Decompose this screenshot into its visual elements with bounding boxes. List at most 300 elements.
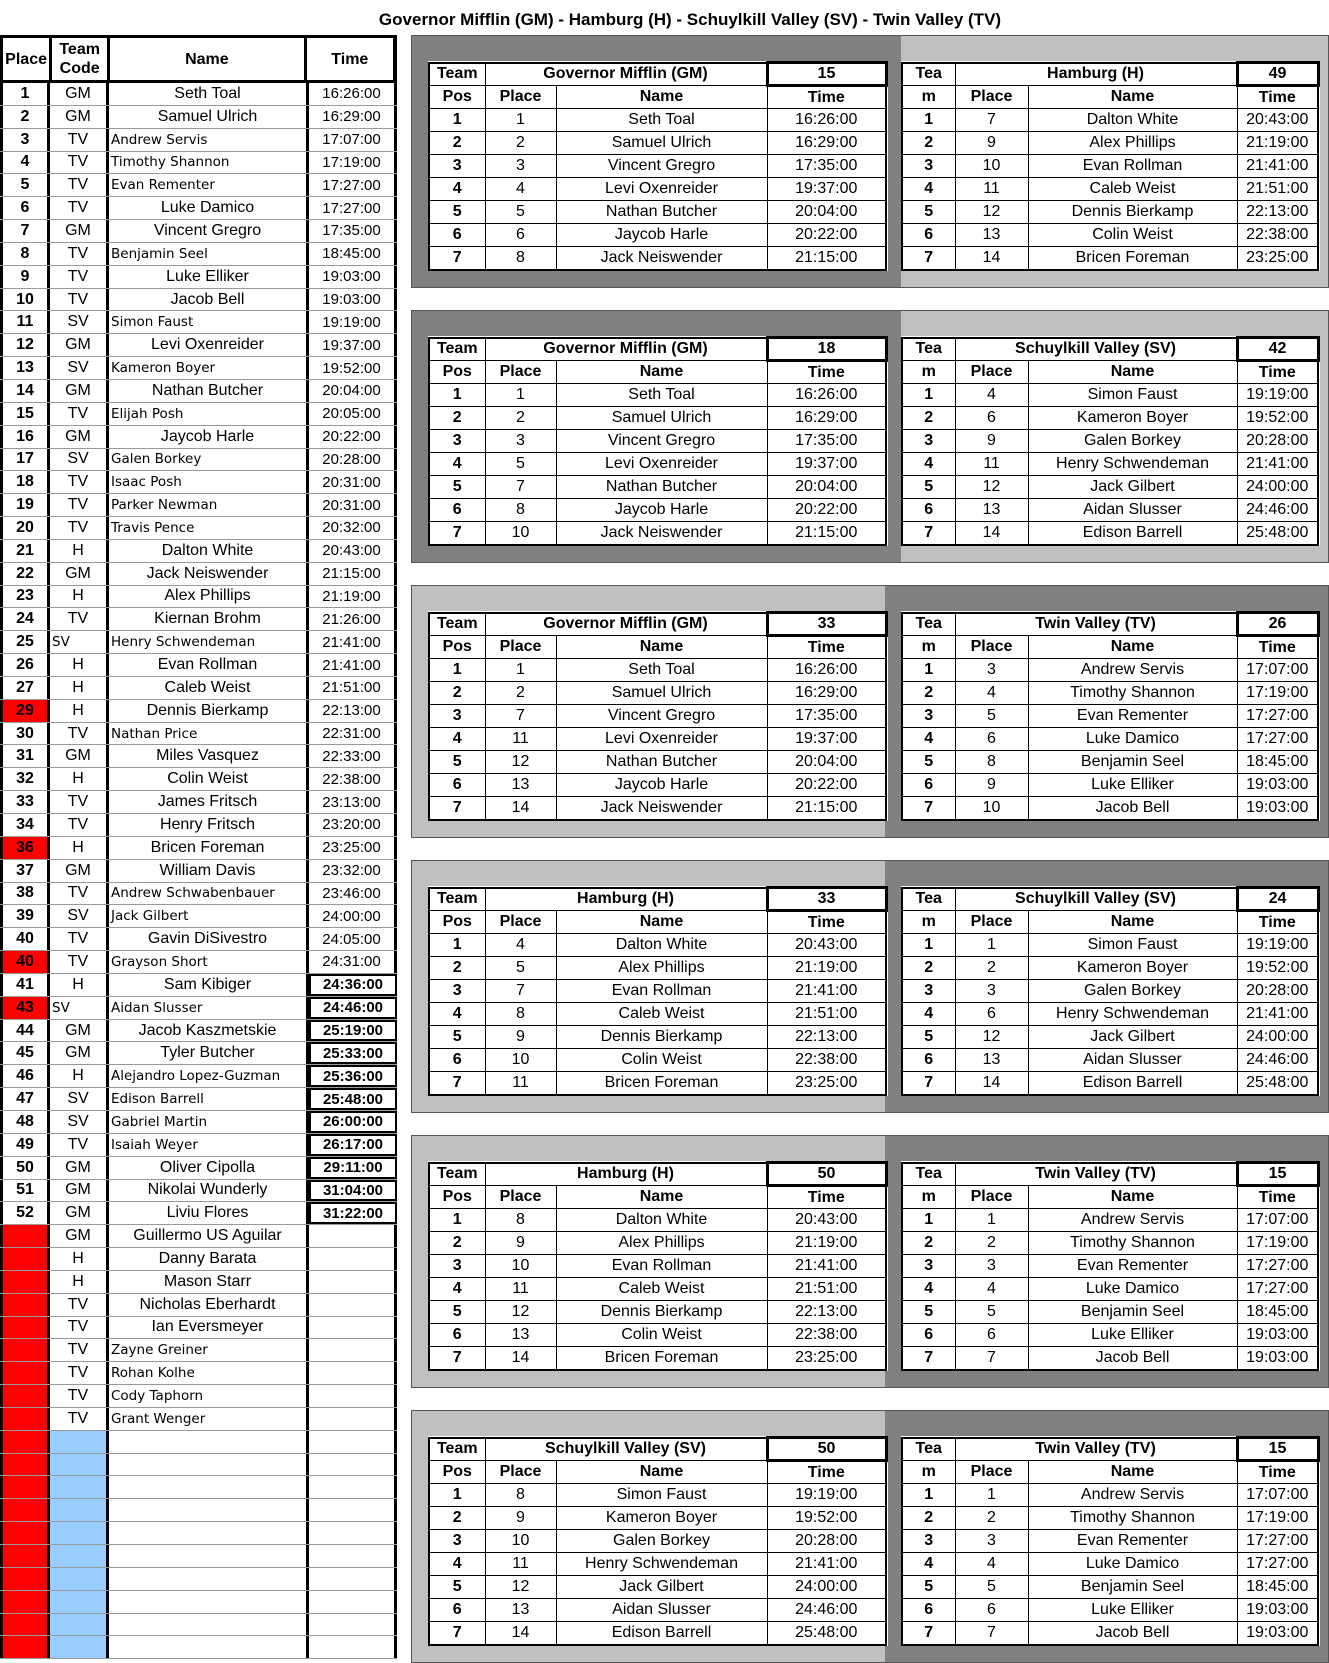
table-row bbox=[0, 197, 397, 220]
place-label: Place bbox=[955, 636, 1028, 659]
place-label: Place bbox=[485, 1461, 556, 1484]
empty-cell bbox=[50, 1545, 109, 1567]
runner-time: 23:25:00 bbox=[1237, 247, 1318, 270]
table-row bbox=[0, 311, 397, 334]
runner-name: Galen Borkey bbox=[556, 1530, 767, 1553]
runner-pos: 7 bbox=[902, 1347, 955, 1370]
time-cell bbox=[309, 1225, 397, 1247]
name-cell: Jaycob Harle bbox=[109, 426, 309, 448]
time-cell bbox=[309, 1317, 397, 1339]
place-cell bbox=[0, 1362, 50, 1384]
empty-cell bbox=[0, 1454, 50, 1476]
name-label: Name bbox=[1028, 1186, 1237, 1209]
team-code-cell: TV bbox=[50, 791, 109, 813]
time-label: Time bbox=[767, 361, 886, 384]
team-name: Governor Mifflin (GM) bbox=[485, 338, 767, 361]
empty-cell bbox=[50, 1454, 109, 1476]
runner-row bbox=[902, 659, 1318, 682]
runner-pos: 1 bbox=[429, 659, 485, 682]
runner-time: 22:13:00 bbox=[767, 1026, 886, 1049]
place-cell: 41 bbox=[0, 974, 50, 996]
name-cell: Ian Eversmeyer bbox=[109, 1317, 309, 1339]
runner-row bbox=[429, 453, 886, 476]
runner-row bbox=[902, 957, 1318, 980]
team-score-table bbox=[428, 61, 888, 271]
team-score: 26 bbox=[1237, 613, 1318, 636]
runner-name: Jaycob Harle bbox=[556, 774, 767, 797]
place-cell: 39 bbox=[0, 905, 50, 927]
table-row bbox=[0, 106, 397, 129]
runner-place: 9 bbox=[955, 132, 1028, 155]
runner-pos: 1 bbox=[902, 659, 955, 682]
runner-name: Evan Rementer bbox=[1028, 705, 1237, 728]
runner-place: 14 bbox=[485, 1622, 556, 1645]
name-cell: Zayne Greiner bbox=[109, 1339, 309, 1361]
runner-name: Nathan Butcher bbox=[556, 751, 767, 774]
time-cell: 21:41:00 bbox=[309, 654, 397, 676]
runner-pos: 1 bbox=[429, 1209, 485, 1232]
team-code-cell: SV bbox=[50, 631, 109, 653]
runner-pos: 3 bbox=[429, 705, 485, 728]
column-header-row bbox=[429, 911, 886, 934]
runner-name: Simon Faust bbox=[1028, 934, 1237, 957]
runner-place: 4 bbox=[485, 178, 556, 201]
runner-time: 21:15:00 bbox=[767, 247, 886, 270]
runner-place: 13 bbox=[485, 774, 556, 797]
runner-row bbox=[429, 247, 886, 270]
runner-pos: 7 bbox=[429, 247, 485, 270]
team-code-cell: H bbox=[50, 837, 109, 859]
runner-place: 3 bbox=[955, 659, 1028, 682]
team-label: Team bbox=[429, 338, 485, 361]
name-cell: Mason Starr bbox=[109, 1271, 309, 1293]
runner-pos: 3 bbox=[902, 705, 955, 728]
place-cell: 46 bbox=[0, 1065, 50, 1087]
runner-row bbox=[902, 1026, 1318, 1049]
runner-time: 19:19:00 bbox=[1237, 384, 1318, 407]
runner-name: Jack Gilbert bbox=[1028, 476, 1237, 499]
place-cell: 1 bbox=[0, 83, 50, 105]
place-cell: 43 bbox=[0, 997, 50, 1019]
name-cell: Henry Fritsch bbox=[109, 814, 309, 836]
name-cell: Samuel Ulrich bbox=[109, 106, 309, 128]
place-cell: 29 bbox=[0, 700, 50, 722]
runner-pos: 5 bbox=[429, 751, 485, 774]
team-name: Hamburg (H) bbox=[485, 1163, 767, 1186]
runner-pos: 6 bbox=[429, 1599, 485, 1622]
table-row bbox=[0, 745, 397, 768]
runner-place: 10 bbox=[485, 1530, 556, 1553]
runner-time: 22:38:00 bbox=[1237, 224, 1318, 247]
table-row bbox=[0, 928, 397, 951]
team-code-cell: SV bbox=[50, 1111, 109, 1133]
runner-place: 14 bbox=[485, 1347, 556, 1370]
runner-time: 20:22:00 bbox=[767, 774, 886, 797]
empty-cell bbox=[0, 1431, 50, 1453]
runner-row bbox=[902, 797, 1318, 820]
place-cell: 2 bbox=[0, 106, 50, 128]
team-code-cell: TV bbox=[50, 403, 109, 425]
team-code-cell: H bbox=[50, 1065, 109, 1087]
table-row bbox=[0, 586, 397, 609]
table-row bbox=[0, 243, 397, 266]
runner-place: 6 bbox=[955, 728, 1028, 751]
runner-pos: 5 bbox=[902, 1301, 955, 1324]
runner-time: 19:37:00 bbox=[767, 453, 886, 476]
place-cell: 45 bbox=[0, 1042, 50, 1064]
time-cell: 25:48:00 bbox=[309, 1088, 397, 1110]
team-label: Tea bbox=[902, 338, 955, 361]
runner-row bbox=[429, 407, 886, 430]
empty-cell bbox=[50, 1522, 109, 1544]
team-header-row bbox=[902, 888, 1318, 911]
runner-time: 17:35:00 bbox=[767, 155, 886, 178]
table-row bbox=[0, 426, 397, 449]
table-row bbox=[0, 1271, 397, 1294]
runner-row bbox=[902, 247, 1318, 270]
empty-cell bbox=[0, 1591, 50, 1613]
table-row bbox=[0, 471, 397, 494]
time-cell: 19:03:00 bbox=[309, 289, 397, 311]
team-code-cell: TV bbox=[50, 129, 109, 151]
runner-place: 12 bbox=[955, 1026, 1028, 1049]
runner-row bbox=[902, 1049, 1318, 1072]
table-row bbox=[0, 1317, 397, 1340]
runner-pos: 6 bbox=[902, 1324, 955, 1347]
team-code-cell: H bbox=[50, 1248, 109, 1270]
place-cell: 51 bbox=[0, 1180, 50, 1202]
name-cell: Evan Rollman bbox=[109, 654, 309, 676]
runner-name: Simon Faust bbox=[1028, 384, 1237, 407]
time-cell: 23:46:00 bbox=[309, 883, 397, 905]
time-label: Time bbox=[767, 636, 886, 659]
runner-time: 19:52:00 bbox=[1237, 407, 1318, 430]
runner-name: Henry Schwendeman bbox=[1028, 453, 1237, 476]
runner-place: 3 bbox=[485, 155, 556, 178]
name-label: Name bbox=[1028, 86, 1237, 109]
runner-row bbox=[429, 682, 886, 705]
table-row bbox=[0, 974, 397, 997]
place-cell: 25 bbox=[0, 631, 50, 653]
name-cell: Grant Wenger bbox=[109, 1408, 309, 1430]
runner-row bbox=[429, 774, 886, 797]
runner-row bbox=[429, 1576, 886, 1599]
runner-place: 1 bbox=[485, 659, 556, 682]
runner-name: Alex Phillips bbox=[556, 957, 767, 980]
table-row bbox=[0, 357, 397, 380]
place-label: Place bbox=[955, 1186, 1028, 1209]
runner-name: Aidan Slusser bbox=[556, 1599, 767, 1622]
runner-place: 10 bbox=[485, 1049, 556, 1072]
name-cell: Alex Phillips bbox=[109, 586, 309, 608]
runner-pos: 6 bbox=[429, 499, 485, 522]
runner-name: Jack Neiswender bbox=[556, 522, 767, 545]
runner-time: 20:04:00 bbox=[767, 476, 886, 499]
pos-label: m bbox=[902, 1186, 955, 1209]
table-row bbox=[0, 1065, 397, 1088]
runner-place: 12 bbox=[485, 751, 556, 774]
runner-row bbox=[429, 1278, 886, 1301]
name-cell: Kameron Boyer bbox=[109, 357, 309, 379]
runner-name: Seth Toal bbox=[556, 659, 767, 682]
team-code-cell: TV bbox=[50, 883, 109, 905]
empty-row bbox=[0, 1614, 397, 1637]
place-cell: 38 bbox=[0, 883, 50, 905]
runner-row bbox=[902, 453, 1318, 476]
runner-place: 8 bbox=[485, 1003, 556, 1026]
runner-name: Andrew Servis bbox=[1028, 1209, 1237, 1232]
runner-pos: 7 bbox=[902, 1072, 955, 1095]
runner-time: 20:43:00 bbox=[767, 934, 886, 957]
header-name: Name bbox=[110, 38, 306, 80]
runner-time: 17:19:00 bbox=[1237, 1232, 1318, 1255]
runner-place: 11 bbox=[485, 728, 556, 751]
place-cell bbox=[0, 1225, 50, 1247]
runner-place: 13 bbox=[485, 1324, 556, 1347]
runner-row bbox=[429, 728, 886, 751]
runner-time: 24:00:00 bbox=[1237, 1026, 1318, 1049]
runner-row bbox=[902, 201, 1318, 224]
team-code-cell: GM bbox=[50, 1202, 109, 1224]
runner-place: 5 bbox=[955, 705, 1028, 728]
runner-time: 19:19:00 bbox=[1237, 934, 1318, 957]
team-name: Hamburg (H) bbox=[955, 63, 1237, 86]
place-label: Place bbox=[485, 86, 556, 109]
runner-place: 8 bbox=[955, 751, 1028, 774]
runner-row bbox=[429, 476, 886, 499]
place-label: Place bbox=[955, 361, 1028, 384]
place-cell: 40 bbox=[0, 928, 50, 950]
time-cell bbox=[309, 1339, 397, 1361]
runner-time: 24:46:00 bbox=[1237, 1049, 1318, 1072]
name-cell: Nathan Price bbox=[109, 723, 309, 745]
team-code-cell: TV bbox=[50, 1134, 109, 1156]
place-cell: 52 bbox=[0, 1202, 50, 1224]
runner-time: 18:45:00 bbox=[1237, 1301, 1318, 1324]
runner-place: 4 bbox=[955, 1278, 1028, 1301]
team-score-table bbox=[901, 61, 1320, 271]
runner-place: 9 bbox=[955, 774, 1028, 797]
name-cell: Dennis Bierkamp bbox=[109, 700, 309, 722]
runner-time: 17:27:00 bbox=[1237, 705, 1318, 728]
column-header-row bbox=[902, 1186, 1318, 1209]
runner-name: Bricen Foreman bbox=[1028, 247, 1237, 270]
runner-place: 4 bbox=[955, 384, 1028, 407]
runner-row bbox=[429, 705, 886, 728]
runner-pos: 7 bbox=[429, 1072, 485, 1095]
runner-pos: 2 bbox=[429, 407, 485, 430]
runner-name: Evan Rementer bbox=[1028, 1530, 1237, 1553]
runner-place: 3 bbox=[955, 1530, 1028, 1553]
runner-name: Colin Weist bbox=[556, 1324, 767, 1347]
empty-cell bbox=[50, 1591, 109, 1613]
place-cell: 48 bbox=[0, 1111, 50, 1133]
runner-pos: 6 bbox=[902, 224, 955, 247]
runner-name: Andrew Servis bbox=[1028, 659, 1237, 682]
team-score: 33 bbox=[767, 613, 886, 636]
runner-time: 24:00:00 bbox=[1237, 476, 1318, 499]
place-cell bbox=[0, 1385, 50, 1407]
time-cell: 23:32:00 bbox=[309, 860, 397, 882]
runner-row bbox=[902, 384, 1318, 407]
runner-pos: 3 bbox=[429, 155, 485, 178]
name-cell: Andrew Servis bbox=[109, 129, 309, 151]
runner-place: 14 bbox=[955, 1072, 1028, 1095]
place-cell bbox=[0, 1408, 50, 1430]
runner-place: 7 bbox=[485, 980, 556, 1003]
empty-row bbox=[0, 1591, 397, 1614]
runner-place: 2 bbox=[485, 682, 556, 705]
team-code-cell: TV bbox=[50, 471, 109, 493]
runner-time: 20:04:00 bbox=[767, 201, 886, 224]
table-row bbox=[0, 517, 397, 540]
matchup-panel bbox=[411, 585, 1329, 838]
runner-pos: 2 bbox=[902, 1232, 955, 1255]
runner-time: 20:28:00 bbox=[767, 1530, 886, 1553]
place-label: Place bbox=[485, 636, 556, 659]
place-cell: 15 bbox=[0, 403, 50, 425]
runner-place: 8 bbox=[485, 247, 556, 270]
team-header-row bbox=[902, 1163, 1318, 1186]
runner-time: 21:51:00 bbox=[1237, 178, 1318, 201]
name-cell: Cody Taphorn bbox=[109, 1385, 309, 1407]
runner-row bbox=[902, 1347, 1318, 1370]
runner-name: Dennis Bierkamp bbox=[1028, 201, 1237, 224]
runner-pos: 1 bbox=[902, 934, 955, 957]
name-cell: Seth Toal bbox=[109, 83, 309, 105]
runner-name: Jack Neiswender bbox=[556, 797, 767, 820]
team-code-cell: GM bbox=[50, 1020, 109, 1042]
runner-name: Benjamin Seel bbox=[1028, 751, 1237, 774]
runner-place: 12 bbox=[485, 1301, 556, 1324]
name-cell: Guillermo US Aguilar bbox=[109, 1225, 309, 1247]
runner-name: Samuel Ulrich bbox=[556, 682, 767, 705]
time-cell: 21:26:00 bbox=[309, 608, 397, 630]
name-cell: Levi Oxenreider bbox=[109, 334, 309, 356]
runner-row bbox=[902, 1576, 1318, 1599]
time-cell bbox=[309, 1271, 397, 1293]
runner-time: 19:03:00 bbox=[1237, 1347, 1318, 1370]
pos-label: Pos bbox=[429, 86, 485, 109]
runner-time: 19:37:00 bbox=[767, 728, 886, 751]
table-row bbox=[0, 1020, 397, 1043]
team-code-cell: GM bbox=[50, 1225, 109, 1247]
time-cell: 20:05:00 bbox=[309, 403, 397, 425]
runner-time: 20:28:00 bbox=[1237, 430, 1318, 453]
runner-pos: 4 bbox=[429, 453, 485, 476]
runner-name: Alex Phillips bbox=[556, 1232, 767, 1255]
team-label: Tea bbox=[902, 1163, 955, 1186]
runner-name: Jack Neiswender bbox=[556, 247, 767, 270]
runner-time: 21:41:00 bbox=[1237, 453, 1318, 476]
empty-cell bbox=[109, 1499, 309, 1521]
team-code-cell: TV bbox=[50, 1385, 109, 1407]
time-cell bbox=[309, 1385, 397, 1407]
team-code-cell: TV bbox=[50, 1317, 109, 1339]
runner-name: Levi Oxenreider bbox=[556, 453, 767, 476]
runner-name: Vincent Gregro bbox=[556, 155, 767, 178]
runner-pos: 3 bbox=[902, 155, 955, 178]
place-cell: 22 bbox=[0, 563, 50, 585]
empty-cell bbox=[309, 1476, 397, 1498]
team-code-cell: H bbox=[50, 654, 109, 676]
runner-name: Caleb Weist bbox=[1028, 178, 1237, 201]
team-score-table bbox=[428, 1436, 888, 1646]
time-cell: 16:26:00 bbox=[309, 83, 397, 105]
place-cell: 36 bbox=[0, 837, 50, 859]
time-cell: 18:45:00 bbox=[309, 243, 397, 265]
team-code-cell: TV bbox=[50, 494, 109, 516]
runner-place: 9 bbox=[485, 1232, 556, 1255]
name-cell: Jack Gilbert bbox=[109, 905, 309, 927]
runner-time: 19:19:00 bbox=[767, 1484, 886, 1507]
runner-place: 1 bbox=[955, 934, 1028, 957]
name-label: Name bbox=[1028, 636, 1237, 659]
time-cell: 25:33:00 bbox=[309, 1042, 397, 1064]
empty-row bbox=[0, 1499, 397, 1522]
runner-time: 17:07:00 bbox=[1237, 659, 1318, 682]
runner-place: 1 bbox=[485, 384, 556, 407]
runner-time: 17:27:00 bbox=[1237, 1553, 1318, 1576]
time-cell: 20:28:00 bbox=[309, 449, 397, 471]
runner-place: 2 bbox=[955, 1232, 1028, 1255]
place-cell: 11 bbox=[0, 311, 50, 333]
runner-name: Kameron Boyer bbox=[1028, 957, 1237, 980]
time-cell bbox=[309, 1362, 397, 1384]
runner-name: Vincent Gregro bbox=[556, 430, 767, 453]
team-score-table bbox=[428, 336, 888, 546]
team-code-cell: TV bbox=[50, 517, 109, 539]
name-label: Name bbox=[556, 361, 767, 384]
column-header-row bbox=[429, 636, 886, 659]
runner-name: Timothy Shannon bbox=[1028, 682, 1237, 705]
place-cell: 26 bbox=[0, 654, 50, 676]
runner-pos: 4 bbox=[429, 1553, 485, 1576]
column-header-row bbox=[902, 1461, 1318, 1484]
table-row bbox=[0, 883, 397, 906]
runner-time: 21:15:00 bbox=[767, 797, 886, 820]
column-header-row bbox=[902, 636, 1318, 659]
runner-row bbox=[429, 957, 886, 980]
team-label: Tea bbox=[902, 613, 955, 636]
place-cell: 23 bbox=[0, 586, 50, 608]
name-cell: James Fritsch bbox=[109, 791, 309, 813]
matchup-panel bbox=[411, 1135, 1329, 1388]
runner-pos: 1 bbox=[429, 1484, 485, 1507]
runner-place: 14 bbox=[485, 797, 556, 820]
time-cell: 26:00:00 bbox=[309, 1111, 397, 1133]
table-row bbox=[0, 563, 397, 586]
runner-time: 21:15:00 bbox=[767, 522, 886, 545]
place-cell: 18 bbox=[0, 471, 50, 493]
column-header-row bbox=[429, 86, 886, 109]
runner-name: Jaycob Harle bbox=[556, 499, 767, 522]
name-label: Name bbox=[1028, 911, 1237, 934]
team-code-cell: GM bbox=[50, 106, 109, 128]
runner-place: 5 bbox=[955, 1576, 1028, 1599]
runner-place: 10 bbox=[485, 1255, 556, 1278]
runner-time: 21:41:00 bbox=[767, 980, 886, 1003]
runner-row bbox=[429, 1209, 886, 1232]
runner-place: 5 bbox=[485, 957, 556, 980]
runner-pos: 5 bbox=[902, 201, 955, 224]
runner-pos: 7 bbox=[902, 797, 955, 820]
table-row bbox=[0, 403, 397, 426]
runner-row bbox=[429, 499, 886, 522]
team-code-cell: SV bbox=[50, 997, 109, 1019]
runner-pos: 4 bbox=[902, 1003, 955, 1026]
runner-place: 7 bbox=[955, 1622, 1028, 1645]
